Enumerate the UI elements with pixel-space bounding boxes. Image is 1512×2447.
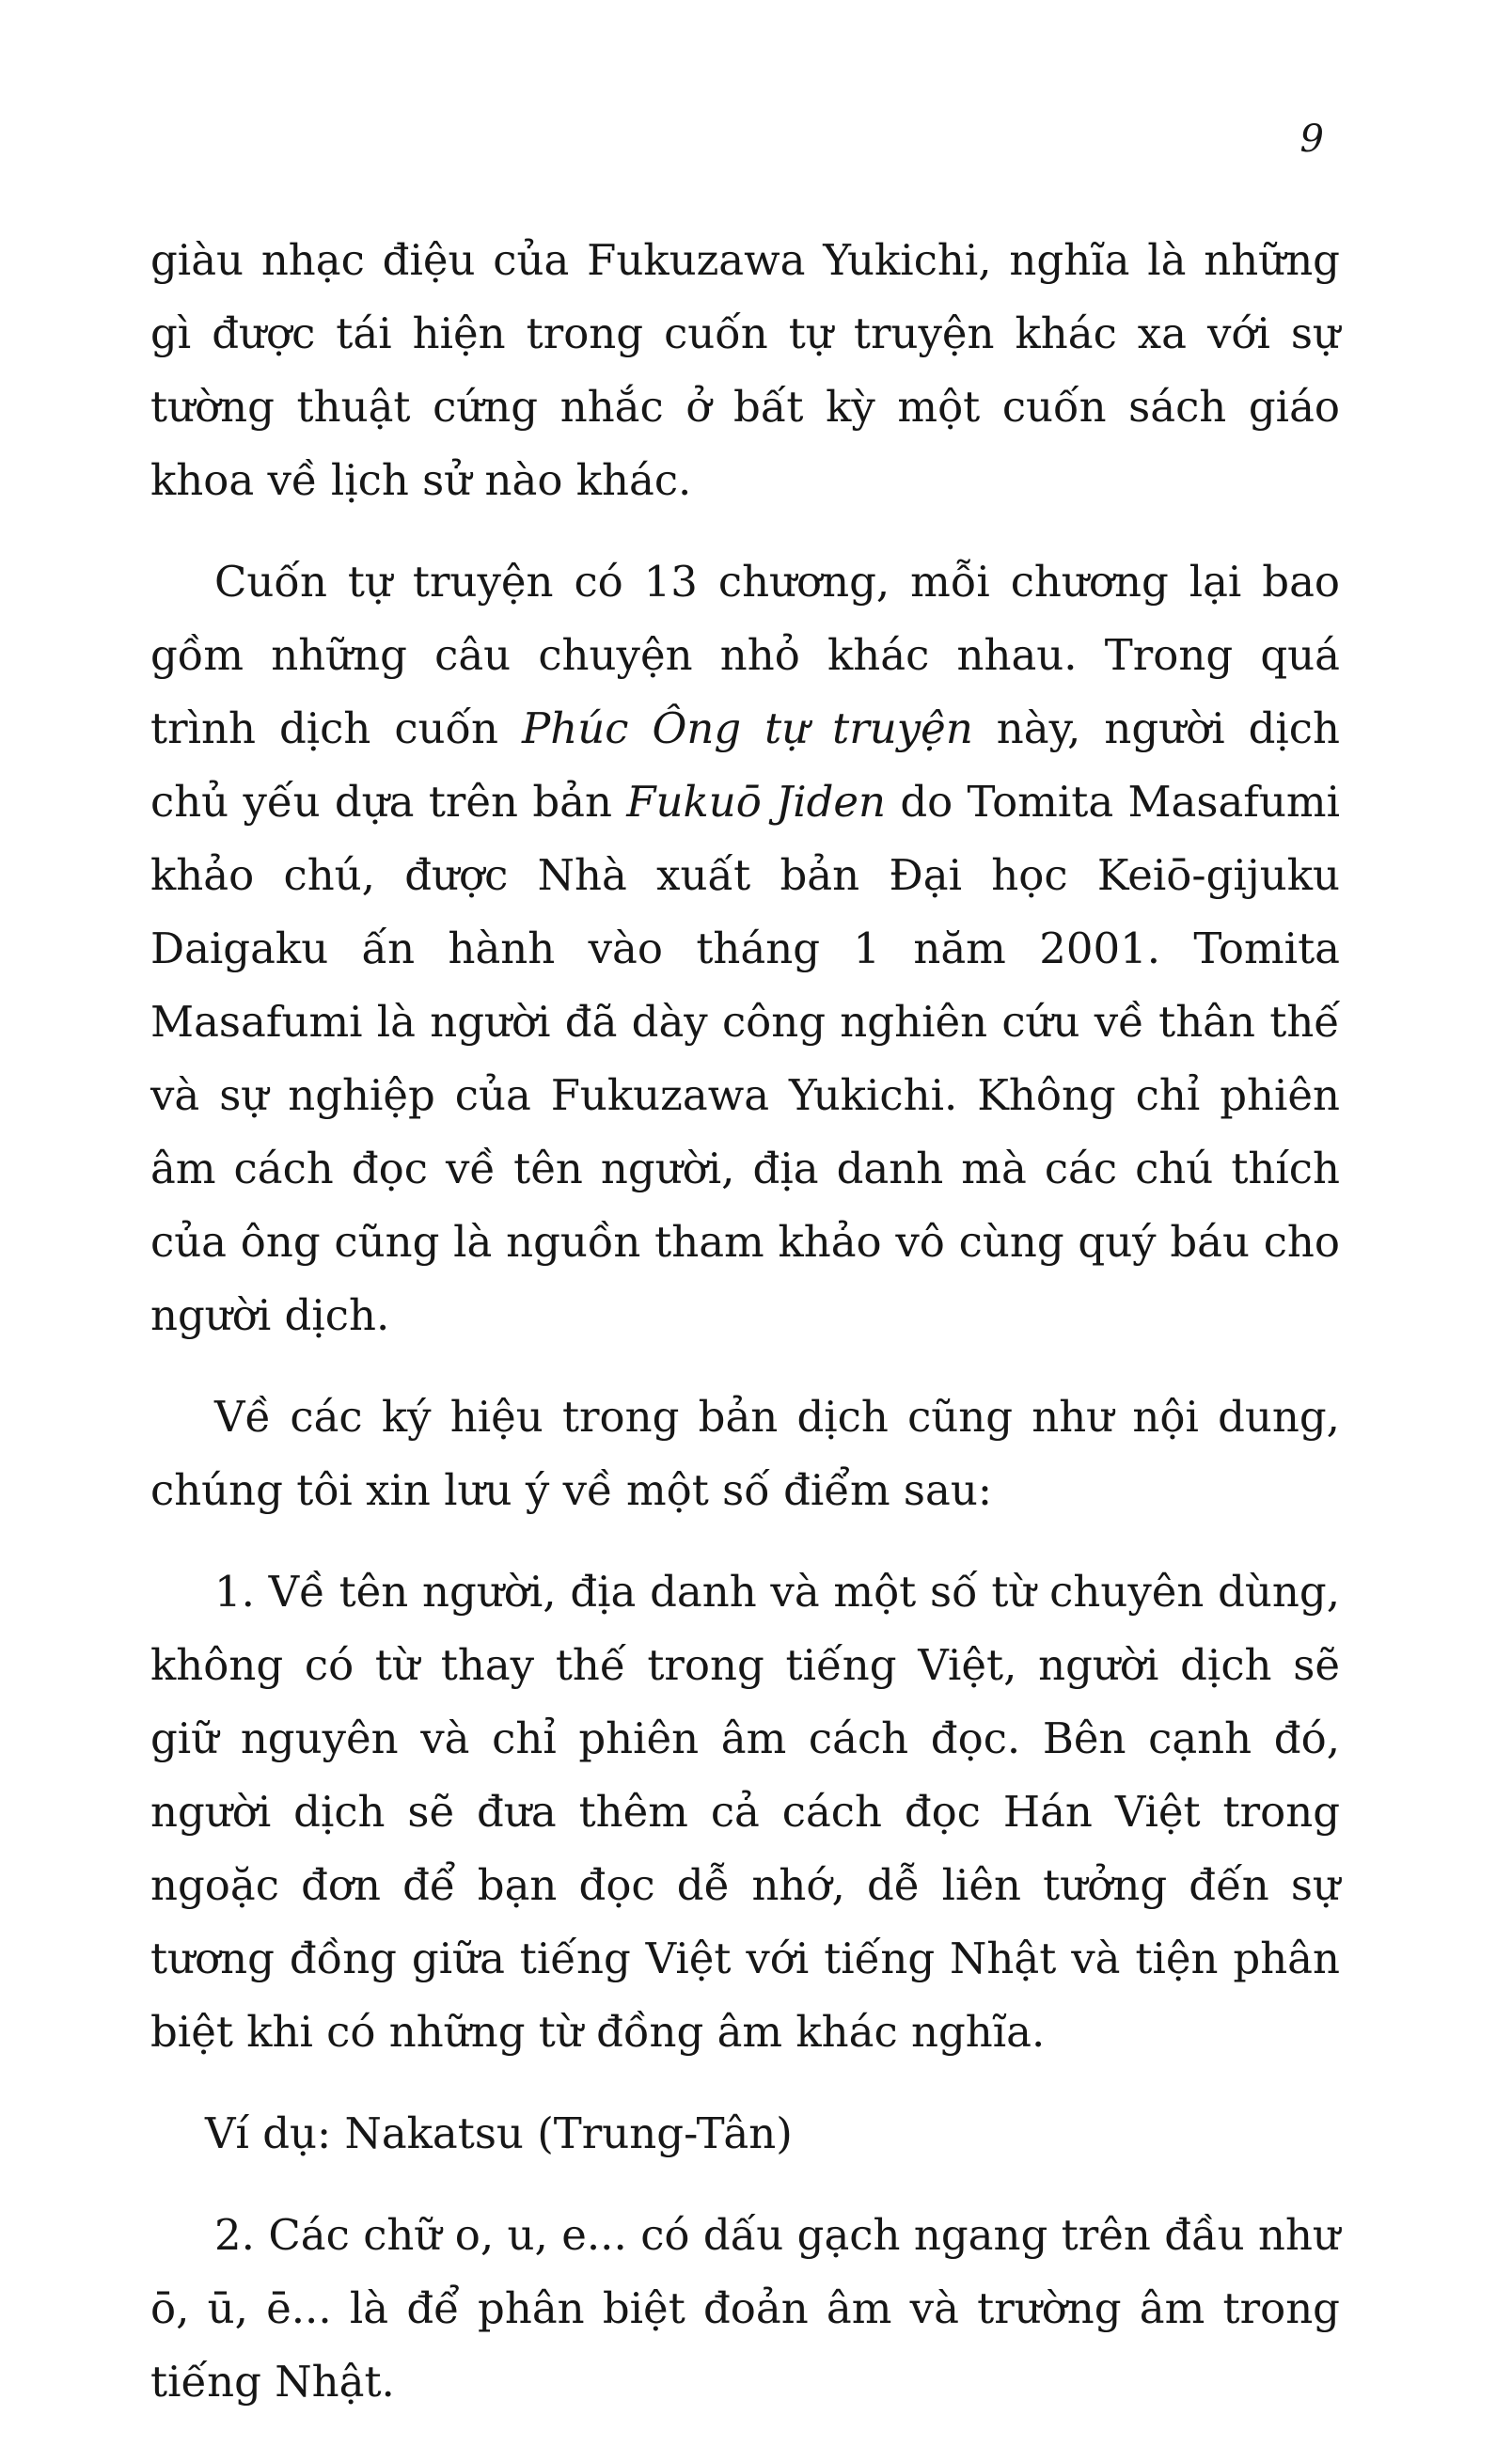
paragraph-continuation: giàu nhạc điệu của Fukuzawa Yukichi, nghĩa là những gì được tái hiện trong cuốn tự truyện khác xa với sự tường thuật cứng nhắc ở bất kỳ một cuốn sách giáo khoa về lịch sử nào khác. [150,235,1340,505]
page-number: 9 [1299,118,1324,161]
book-title-vietnamese: Phúc Ông tự truyện [522,703,973,753]
paragraph-text: Cuốn tự truyện có 13 chương, mỗi chương lại bao gồm những câu chuyện nhỏ khác nhau. Trong quá trình dịch cuốn [150,557,1340,753]
paragraph-note-1: 1. Về tên người, địa danh và một số từ chuyên dùng, không có từ thay thế trong tiếng Việt, người dịch sẽ giữ nguyên và chỉ phiên âm cách đọc. Bên cạnh đó, người dịch sẽ đưa thêm cả cách đọc Hán Việt trong ngoặc đơn để bạn đọc dễ nhớ, dễ liên tưởng đến sự tương đồng giữa tiếng Việt với tiếng Nhật và tiện phân biệt khi có những từ đồng âm khác nghĩa. [150,1567,1340,2057]
paragraph-translation-source [150,545,1340,1352]
paragraph-note-2: 2. Các chữ o, u, e... có dấu gạch ngang trên đầu như ō, ū, ē... là để phân biệt đoản âm và trường âm trong tiếng Nhật. [150,2210,1340,2407]
paragraph-text: do Tomita Masafumi khảo chú, được Nhà xuất bản Đại học Keiō-gijuku Daigaku ấn hành vào tháng 1 năm 2001. Tomita Masafumi là người đã dày công nghiên cứu về thân thế và sự nghiệp của Fukuzawa Yukichi. Không chỉ phiên âm cách đọc về tên người, địa danh mà các chú thích của ông cũng là nguồn tham khảo vô cùng quý báu cho người dịch. [150,777,1340,1340]
paragraph-text: này, người dịch chủ yếu dựa trên bản [150,703,1340,827]
page-body [150,224,1340,2447]
book-title-japanese: Fukuō Jiden [626,777,887,827]
paragraph-notes-intro: Về các ký hiệu trong bản dịch cũng như nội dung, chúng tôi xin lưu ý về một số điểm sau: [150,1392,1340,1515]
paragraph-example: Ví dụ: Nakatsu (Trung-Tân) [205,2108,793,2158]
